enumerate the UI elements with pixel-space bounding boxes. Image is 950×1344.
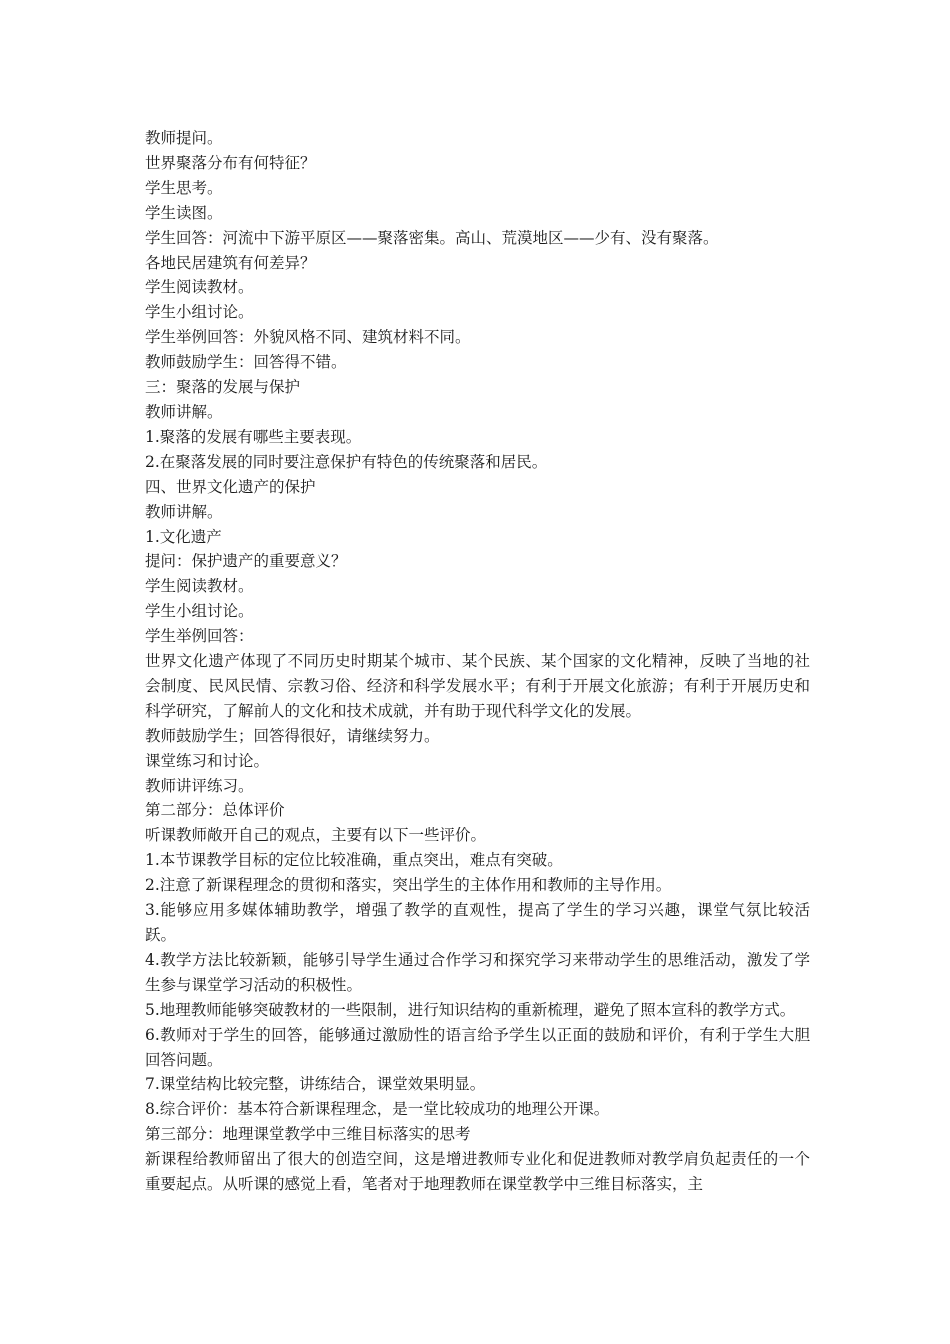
list-item: 4.教学方法比较新颖，能够引导学生通过合作学习和探究学习来带动学生的思维活动，激发了学生参与课堂学习活动的积极性。 xyxy=(145,950,810,994)
paragraph: 学生小组讨论。 xyxy=(145,602,254,621)
paragraph: 新课程给教师留出了很大的创造空间，这是增进教师专业化和促进教师对教学肩负起责任的一个重要起点。从听课的感觉上看，笔者对于地理教师在课堂教学中三维目标落实，主 xyxy=(145,1150,810,1194)
list-item: 5.地理教师能够突破教材的一些限制，进行知识结构的重新梳理，避免了照本宣科的教学方式。 xyxy=(145,1000,796,1019)
list-item: 7.课堂结构比较完整，讲练结合，课堂效果明显。 xyxy=(145,1075,486,1094)
paragraph: 学生举例回答：外貌风格不同、建筑材料不同。 xyxy=(145,328,471,347)
paragraph: 学生举例回答： xyxy=(145,627,254,646)
list-item: 3.能够应用多媒体辅助教学，增强了教学的直观性，提高了学生的学习兴趣，课堂气氛比较活跃。 xyxy=(145,901,810,944)
paragraph: 提问：保护遗产的重要意义？ xyxy=(145,552,347,571)
list-item: 1.文化遗产 xyxy=(145,527,222,546)
paragraph: 教师讲解。 xyxy=(145,502,223,521)
paragraph: 学生阅读教材。 xyxy=(145,278,254,297)
section-heading: 三：聚落的发展与保护 xyxy=(145,378,301,397)
paragraph: 听课教师敞开自己的观点，主要有以下一些评价。 xyxy=(145,826,487,845)
paragraph: 课堂练习和讨论。 xyxy=(145,751,270,770)
paragraph: 教师鼓励学生：回答得不错。 xyxy=(145,353,347,372)
list-item: 8.综合评价：基本符合新课程理念，是一堂比较成功的地理公开课。 xyxy=(145,1100,610,1119)
paragraph: 教师鼓励学生；回答得很好，请继续努力。 xyxy=(145,726,440,745)
list-item: 1.本节课教学目标的定位比较准确，重点突出，难点有突破。 xyxy=(145,851,563,870)
list-item: 2.在聚落发展的同时要注意保护有特色的传统聚落和居民。 xyxy=(145,452,548,471)
paragraph: 学生读图。 xyxy=(145,203,223,222)
paragraph: 教师讲解。 xyxy=(145,402,223,421)
section-heading: 第三部分：地理课堂教学中三维目标落实的思考 xyxy=(145,1125,471,1144)
section-heading: 第二部分：总体评价 xyxy=(145,801,285,820)
list-item: 2.注意了新课程理念的贯彻和落实，突出学生的主体作用和教师的主导作用。 xyxy=(145,876,672,895)
paragraph: 学生阅读教材。 xyxy=(145,577,254,596)
list-item: 1.聚落的发展有哪些主要表现。 xyxy=(145,427,362,446)
section-heading: 四、世界文化遗产的保护 xyxy=(145,477,316,496)
list-item: 6.教师对于学生的回答，能够通过激励性的语言给予学生以正面的鼓励和评价，有利于学生大胆回答问题。 xyxy=(145,1025,810,1069)
document-body xyxy=(145,126,810,1197)
paragraph: 学生思考。 xyxy=(145,178,223,197)
paragraph: 世界聚落分布有何特征？ xyxy=(145,153,316,172)
paragraph: 教师讲评练习。 xyxy=(145,776,254,795)
paragraph: 教师提问。 xyxy=(145,129,223,147)
paragraph: 各地民居建筑有何差异？ xyxy=(145,253,316,272)
paragraph: 世界文化遗产体现了不同历史时期某个城市、某个民族、某个国家的文化精神，反映了当地的社会制度、民风民情、宗教习俗、经济和科学发展水平；有利于开展文化旅游；有利于开展历史和科学研究，了解前人的文化和技术成就，并有助于现代科学文化的发展。 xyxy=(145,652,810,720)
paragraph: 学生回答：河流中下游平原区——聚落密集。高山、荒漠地区——少有、没有聚落。 xyxy=(145,228,719,247)
paragraph: 学生小组讨论。 xyxy=(145,303,254,322)
